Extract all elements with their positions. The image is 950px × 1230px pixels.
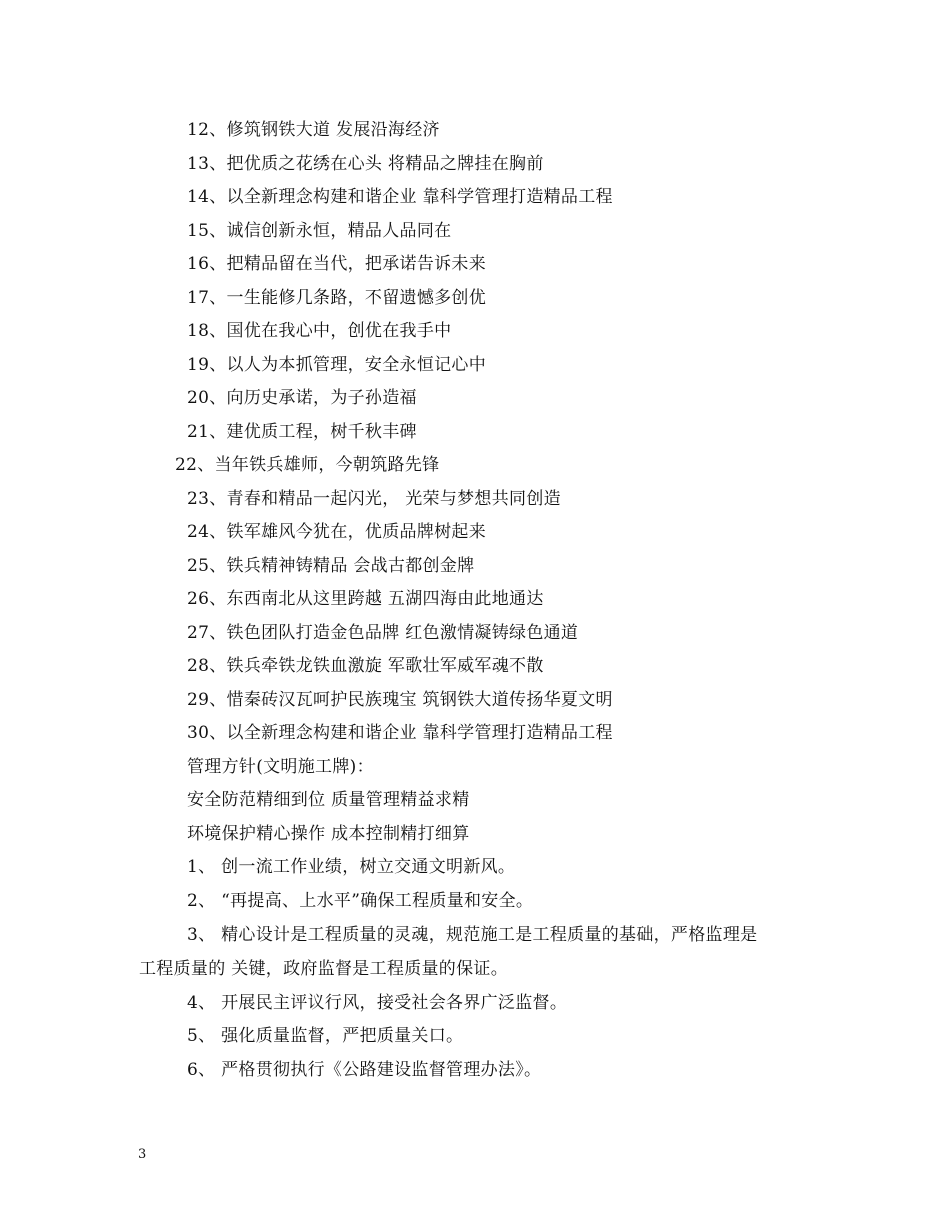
slogan-line-12: 12、修筑钢铁大道 发展沿海经济 <box>187 120 440 140</box>
slogan-line-25: 25、铁兵精神铸精品 会战古都创金牌 <box>187 556 475 576</box>
policy-line-1: 安全防范精细到位 质量管理精益求精 <box>187 790 470 810</box>
slogan-line-22: 22、当年铁兵雄师，今朝筑路先锋 <box>175 455 440 475</box>
numbered-item-6: 6、 严格贯彻执行《公路建设监督管理办法》。 <box>187 1060 542 1080</box>
slogan-line-23: 23、青春和精品一起闪光， 光荣与梦想共同创造 <box>187 489 561 509</box>
slogan-line-26: 26、东西南北从这里跨越 五湖四海由此地通达 <box>187 589 544 609</box>
numbered-item-5: 5、 强化质量监督，严把质量关口。 <box>187 1026 464 1046</box>
slogan-line-17: 17、一生能修几条路，不留遗憾多创优 <box>187 288 487 308</box>
slogan-line-13: 13、把优质之花绣在心头 将精品之牌挂在胸前 <box>187 154 544 174</box>
slogan-line-20: 20、向历史承诺，为子孙造福 <box>187 388 417 408</box>
slogan-line-15: 15、诚信创新永恒，精品人品同在 <box>187 221 452 241</box>
slogan-line-18: 18、国优在我心中，创优在我手中 <box>187 321 452 341</box>
slogan-line-27: 27、铁色团队打造金色品牌 红色激情凝铸绿色通道 <box>187 623 579 643</box>
slogan-line-30: 30、以全新理念构建和谐企业 靠科学管理打造精品工程 <box>187 723 613 743</box>
slogan-line-16: 16、把精品留在当代，把承诺告诉未来 <box>187 254 487 274</box>
slogan-line-29: 29、惜秦砖汉瓦呵护民族瑰宝 筑钢铁大道传扬华夏文明 <box>187 690 613 710</box>
management-policy-heading: 管理方针(文明施工牌)： <box>187 757 374 777</box>
numbered-item-1: 1、 创一流工作业绩，树立交通文明新风。 <box>187 857 516 877</box>
slogan-line-14: 14、以全新理念构建和谐企业 靠科学管理打造精品工程 <box>187 187 613 207</box>
page-number: 3 <box>138 1147 147 1162</box>
slogan-line-21: 21、建优质工程，树千秋丰碑 <box>187 422 417 442</box>
numbered-item-3: 3、 精心设计是工程质量的灵魂，规范施工是工程质量的基础，严格监理是 <box>187 925 758 945</box>
slogan-line-24: 24、铁军雄风今犹在，优质品牌树起来 <box>187 522 487 542</box>
numbered-item-3-continuation: 工程质量的 关键，政府监督是工程质量的保证。 <box>139 959 509 979</box>
numbered-item-4: 4、 开展民主评议行风，接受社会各界广泛监督。 <box>187 993 568 1013</box>
slogan-line-28: 28、铁兵牵铁龙铁血激旋 军歌壮军威军魂不散 <box>187 656 544 676</box>
numbered-item-2: 2、 “再提高、上水平”确保工程质量和安全。 <box>187 891 534 911</box>
policy-line-2: 环境保护精心操作 成本控制精打细算 <box>187 824 470 844</box>
slogan-line-19: 19、以人为本抓管理，安全永恒记心中 <box>187 355 487 375</box>
